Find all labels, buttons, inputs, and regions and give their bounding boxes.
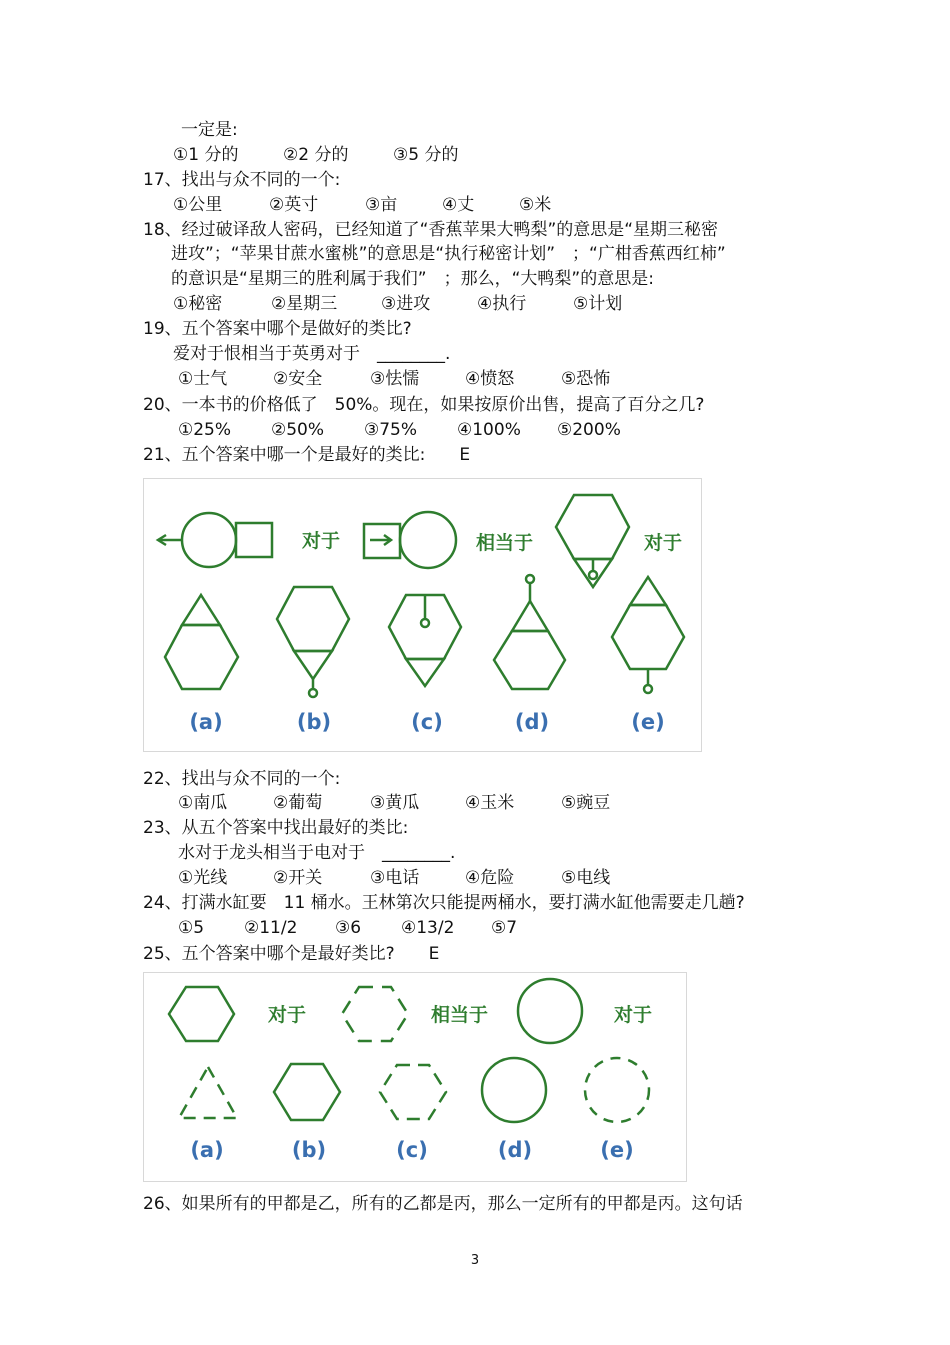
q18-question-line1: 18、经过破译敌人密码，已经知道了“香蕉苹果大鸭梨”的意思是“星期三秘密 bbox=[143, 220, 719, 240]
option[interactable]: ④玉米 bbox=[465, 793, 515, 813]
q18-question-line2: 进攻”；“苹果甘蔗水蜜桃”的意思是“执行秘密计划” ；“广柑香蕉西红柿” bbox=[171, 244, 726, 264]
q25-option-d-shape bbox=[482, 1058, 546, 1122]
option[interactable]: ⑤豌豆 bbox=[561, 793, 611, 813]
option[interactable]: ⑤200% bbox=[557, 420, 621, 440]
q21-option-e-shape bbox=[612, 577, 684, 693]
q20-options bbox=[178, 419, 621, 441]
q21-option-d-shape bbox=[494, 575, 565, 689]
q19-options bbox=[178, 368, 610, 390]
q25-premise-dashed-hexagon bbox=[342, 987, 408, 1041]
option[interactable]: ②开关 bbox=[273, 868, 323, 888]
q25-figure bbox=[143, 972, 687, 1182]
option[interactable]: ①光线 bbox=[178, 868, 228, 888]
q17-options bbox=[173, 194, 551, 216]
option[interactable]: ④丈 bbox=[442, 195, 475, 215]
option[interactable]: ④危险 bbox=[465, 868, 515, 888]
q16-continuation: 一定是: bbox=[181, 120, 238, 140]
option[interactable]: ②50% bbox=[271, 420, 325, 440]
q21-word-duiyu-2: 对于 bbox=[644, 532, 683, 554]
option[interactable]: ②英寸 bbox=[269, 195, 319, 215]
q24-question: 24、打满水缸要 11 桶水。王林第次只能提两桶水，要打满水缸他需要走几趟? bbox=[143, 893, 745, 913]
q25-option-label[interactable]: (b) bbox=[291, 1138, 327, 1162]
q21-option-b-shape bbox=[277, 587, 349, 697]
q23-question: 23、从五个答案中找出最好的类比: bbox=[143, 818, 409, 838]
option[interactable]: ①1 分的 bbox=[173, 145, 239, 165]
q26-question: 26、如果所有的甲都是乙，所有的乙都是丙，那么一定所有的甲都是丙。这句话 bbox=[143, 1194, 743, 1214]
q21-option-label[interactable]: (d) bbox=[514, 710, 550, 734]
q25-premise-solid-circle bbox=[518, 979, 582, 1043]
q18-options bbox=[173, 293, 622, 315]
option[interactable]: ①南瓜 bbox=[178, 793, 228, 813]
option[interactable]: ④13/2 bbox=[401, 918, 455, 938]
option[interactable]: ④执行 bbox=[477, 294, 527, 314]
q21-word-xiangdangyu: 相当于 bbox=[476, 532, 534, 554]
q25-word-duiyu-2: 对于 bbox=[614, 1004, 653, 1026]
option[interactable]: ②星期三 bbox=[271, 294, 338, 314]
option[interactable]: ②2 分的 bbox=[283, 145, 349, 165]
q25-option-c-shape bbox=[380, 1065, 446, 1119]
q21-premise-b bbox=[364, 512, 456, 568]
q16-options bbox=[173, 144, 458, 166]
q24-options bbox=[178, 917, 517, 939]
option[interactable]: ③75% bbox=[364, 420, 418, 440]
option[interactable]: ③怯懦 bbox=[370, 369, 420, 389]
q20-question: 20、一本书的价格低了 50%。现在，如果按原价出售，提高了百分之几? bbox=[143, 395, 705, 415]
option[interactable]: ⑤电线 bbox=[561, 868, 611, 888]
q25-word-duiyu-1: 对于 bbox=[268, 1004, 307, 1026]
q21-figure bbox=[143, 478, 702, 752]
q21-option-label[interactable]: (c) bbox=[411, 710, 443, 734]
q21-option-label[interactable]: (b) bbox=[296, 710, 332, 734]
q25-question: 25、五个答案中哪个是最好类比? E bbox=[143, 944, 440, 964]
option[interactable]: ①秘密 bbox=[173, 294, 223, 314]
option[interactable]: ④100% bbox=[457, 420, 521, 440]
q25-premise-solid-hexagon bbox=[169, 987, 234, 1041]
option[interactable]: ⑤7 bbox=[491, 918, 518, 938]
q21-premise-c bbox=[556, 495, 629, 587]
q25-option-label[interactable]: (a) bbox=[190, 1138, 224, 1162]
q21-option-label[interactable]: (a) bbox=[189, 710, 223, 734]
option[interactable]: ③电话 bbox=[370, 868, 420, 888]
option[interactable]: ③黄瓜 bbox=[370, 793, 420, 813]
q25-option-e-shape bbox=[585, 1058, 649, 1122]
q23-analogy: 水对于龙头相当于电对于 ________. bbox=[178, 843, 456, 863]
option[interactable]: ①5 bbox=[178, 918, 205, 938]
option[interactable]: ①士气 bbox=[178, 369, 228, 389]
q22-options bbox=[178, 792, 610, 814]
option[interactable]: ③6 bbox=[335, 918, 362, 938]
q21-word-duiyu-1: 对于 bbox=[302, 530, 341, 552]
page-number: 3 bbox=[470, 1253, 480, 1268]
q25-option-label[interactable]: (e) bbox=[600, 1138, 634, 1162]
q25-option-a-shape bbox=[179, 1067, 237, 1118]
option[interactable]: ①25% bbox=[178, 420, 232, 440]
q21-option-label[interactable]: (e) bbox=[631, 710, 665, 734]
q21-premise-a bbox=[158, 513, 272, 567]
option[interactable]: ②安全 bbox=[273, 369, 323, 389]
q25-option-b-shape bbox=[274, 1064, 340, 1120]
q19-question: 19、五个答案中哪个是做好的类比? bbox=[143, 319, 412, 339]
option[interactable]: ①公里 bbox=[173, 195, 223, 215]
q21-question: 21、五个答案中哪一个是最好的类比: E bbox=[143, 445, 471, 465]
option[interactable]: ④愤怒 bbox=[465, 369, 515, 389]
option[interactable]: ⑤计划 bbox=[573, 294, 623, 314]
q25-option-label[interactable]: (c) bbox=[396, 1138, 428, 1162]
option[interactable]: ⑤米 bbox=[519, 195, 552, 215]
q18-question-line3: 的意识是“星期三的胜利属于我们” ；那么，“大鸭梨”的意思是: bbox=[171, 269, 654, 289]
q25-word-xiangdangyu: 相当于 bbox=[431, 1004, 489, 1026]
option[interactable]: ②葡萄 bbox=[273, 793, 323, 813]
option[interactable]: ③亩 bbox=[365, 195, 398, 215]
q22-question: 22、找出与众不同的一个: bbox=[143, 769, 341, 789]
option[interactable]: ③5 分的 bbox=[393, 145, 459, 165]
q23-options bbox=[178, 867, 610, 889]
q19-analogy: 爱对于恨相当于英勇对于 ________. bbox=[173, 344, 451, 364]
option[interactable]: ⑤恐怖 bbox=[561, 369, 611, 389]
option[interactable]: ③进攻 bbox=[381, 294, 431, 314]
q21-option-c-shape bbox=[389, 595, 461, 686]
option[interactable]: ②11/2 bbox=[244, 918, 298, 938]
q17-question: 17、找出与众不同的一个: bbox=[143, 170, 341, 190]
q21-option-a-shape bbox=[165, 595, 238, 689]
q25-option-label[interactable]: (d) bbox=[497, 1138, 533, 1162]
